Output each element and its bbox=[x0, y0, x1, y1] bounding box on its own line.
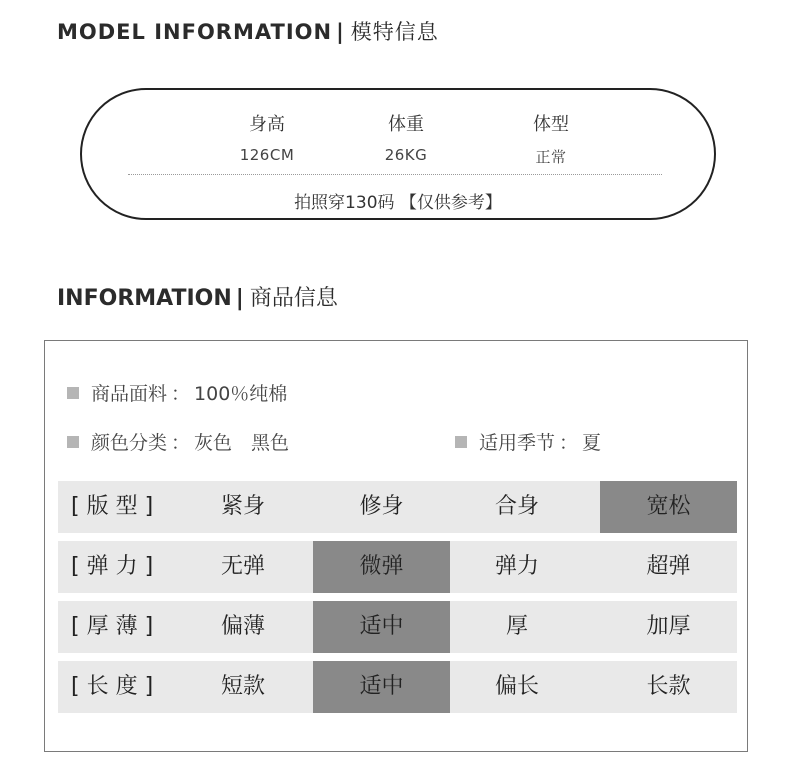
color-value: 灰色 黑色 bbox=[194, 432, 290, 454]
size-row-label: [ 弹 力 ] bbox=[71, 554, 154, 579]
title-separator: | bbox=[336, 20, 345, 44]
weight-value: 26KG bbox=[384, 146, 428, 164]
color-label: 颜色分类 bbox=[91, 432, 168, 454]
fabric-value: 100％纯棉 bbox=[194, 383, 288, 405]
size-option-selected: 适中 bbox=[313, 661, 450, 713]
size-option: 长款 bbox=[646, 674, 691, 699]
season-property bbox=[455, 428, 601, 455]
size-option-selected: 微弹 bbox=[313, 541, 450, 593]
color-colon: ： bbox=[171, 432, 191, 454]
size-option-selected: 宽松 bbox=[600, 481, 737, 533]
size-option: 厚 bbox=[505, 614, 528, 639]
height-value: 126CM bbox=[239, 146, 295, 164]
season-label: 适用季节 bbox=[479, 432, 556, 454]
size-option: 短款 bbox=[220, 674, 265, 699]
model-title-cn: 模特信息 bbox=[350, 20, 439, 44]
square-bullet-icon bbox=[67, 387, 79, 399]
model-information-title bbox=[57, 16, 439, 46]
info-title-cn: 商品信息 bbox=[249, 286, 338, 311]
size-row-fit bbox=[58, 481, 737, 533]
size-row-elasticity bbox=[58, 541, 737, 593]
product-info-box bbox=[44, 340, 748, 752]
color-property bbox=[67, 428, 289, 455]
info-title-en: INFORMATION bbox=[57, 286, 232, 311]
size-option: 弹力 bbox=[494, 554, 539, 579]
size-row-length bbox=[58, 661, 737, 713]
size-row-thickness bbox=[58, 601, 737, 653]
body-type-value: 正常 bbox=[535, 148, 567, 166]
size-option: 偏薄 bbox=[220, 614, 265, 639]
size-option-selected: 适中 bbox=[313, 601, 450, 653]
height-label: 身高 bbox=[249, 114, 285, 135]
size-row-label: [ 长 度 ] bbox=[71, 674, 154, 699]
information-title bbox=[57, 281, 338, 312]
size-worn-note: 拍照穿130码 【仅供参考】 bbox=[294, 193, 502, 213]
size-option: 合身 bbox=[494, 494, 539, 519]
weight-label: 体重 bbox=[388, 114, 424, 135]
size-row-label: [ 厚 薄 ] bbox=[71, 614, 154, 639]
size-option: 超弹 bbox=[646, 554, 691, 579]
square-bullet-icon bbox=[455, 436, 467, 448]
dotted-divider bbox=[128, 174, 662, 175]
fabric-colon: ： bbox=[171, 383, 191, 405]
model-info-card bbox=[80, 88, 716, 220]
season-colon: ： bbox=[559, 432, 579, 454]
size-option: 紧身 bbox=[220, 494, 265, 519]
body-type-label: 体型 bbox=[533, 114, 569, 135]
size-option: 修身 bbox=[359, 494, 404, 519]
size-row-label: [ 版 型 ] bbox=[71, 494, 154, 519]
model-title-en: MODEL INFORMATION bbox=[57, 20, 333, 44]
size-option: 无弹 bbox=[220, 554, 265, 579]
square-bullet-icon bbox=[67, 436, 79, 448]
size-option: 加厚 bbox=[646, 614, 691, 639]
season-value: 夏 bbox=[582, 432, 602, 454]
fabric-property bbox=[67, 379, 287, 406]
fabric-label: 商品面料 bbox=[91, 383, 168, 405]
size-option: 偏长 bbox=[494, 674, 539, 699]
title-separator: | bbox=[235, 286, 244, 311]
